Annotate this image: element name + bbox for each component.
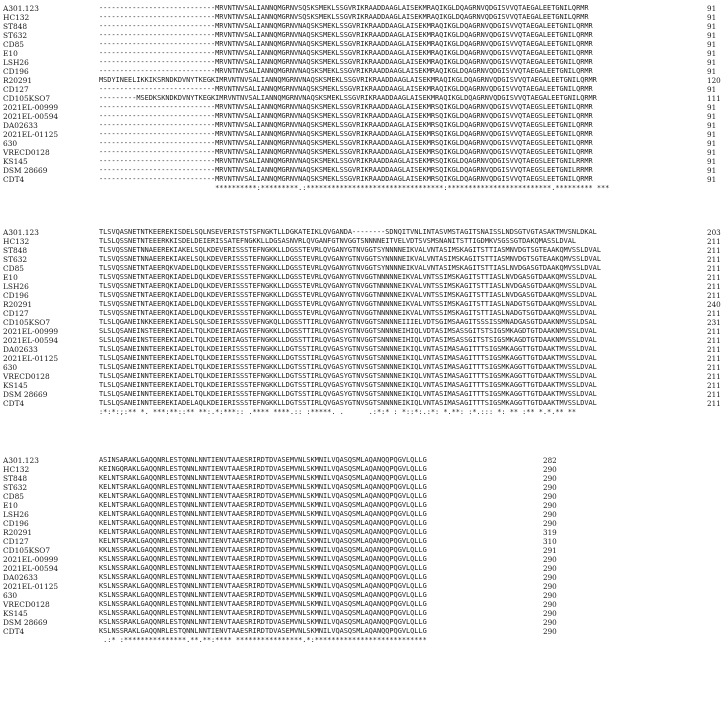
residue-position: 231 [707, 318, 721, 327]
alignment-row [3, 363, 725, 372]
alignment-row [3, 40, 725, 49]
residue-position: 282 [543, 456, 557, 465]
residue-position: 91 [707, 166, 717, 175]
sequence-residues: KELNTSRAKLGAQQNRLESTQNNLNNTIENVTAAESRIRDTDVASEMVNLSKMNILVQASQSMLAQANQQPQGVLQLLG [99, 492, 427, 500]
sequence-name: LSH26 [3, 58, 29, 67]
sequence-name: A301.123 [3, 4, 39, 13]
sequence-name: CD127 [3, 85, 29, 94]
sequence-name: CD196 [3, 519, 29, 528]
residue-position: 310 [543, 537, 557, 546]
sequence-name: CD85 [3, 264, 24, 273]
sequence-residues: KSLNSSRAKLGAQQNRLESTQNNLNNTIENVTAAESRIRDTDVASEMVNLSKMNILVQASQSMLAQANQQPQGVLQLLG [99, 555, 427, 563]
alignment-row [3, 76, 725, 85]
residue-position: 120 [707, 76, 721, 85]
sequence-name: CD105KSO7 [3, 546, 51, 555]
sequence-name: R20291 [3, 300, 33, 309]
sequence-name: VRECD0128 [3, 148, 50, 157]
residue-position: 290 [543, 600, 557, 609]
sequence-name: CD85 [3, 492, 24, 501]
consensus-symbols: .:* :***************.**.**:**** ****************.*:*************************** [99, 636, 427, 644]
residue-position: 211 [707, 399, 721, 408]
residue-position: 203 [707, 228, 721, 237]
sequence-name: 2021EL-00999 [3, 103, 59, 112]
alignment-row [3, 264, 725, 273]
residue-position: 211 [707, 390, 721, 399]
sequence-residues: KELNTSRAKLGAQQNRLESTQNNLNNTIENVTAAESRIRDTDVASEMVNLSKMNILVQASQSMLAQANQQPQGVLQLLG [99, 537, 427, 545]
residue-position: 211 [707, 246, 721, 255]
residue-position: 91 [707, 130, 717, 139]
sequence-residues: TLSVQSSNETNTAEERQKIADELDQLKDEVERISSSTEFNGKKLLDGSSTEVRLQVGANYGTNVGGTNNNNNEIKVALVNTSSIMSKAGITSTTIASLNVDGASGTDAAKQMVSSLDVAL [99, 273, 597, 281]
sequence-residues: ----------------------------MRVNTNVSALIANNQMGRNVNAQSKSMEKLSSGVRIKRAADDAAGLAISEKMRAQIKGLDQAGRNVQDGISVVQTAEGALEETGNILQRMR [99, 31, 593, 39]
residue-position: 211 [707, 354, 721, 363]
alignment-row [3, 501, 725, 510]
residue-position: 290 [543, 510, 557, 519]
sequence-residues: KSLNSSRAKLGAQQNRLESTQNNLNNTIENVTAAESRIRDTDVASEMVNLSKMNILVQASQSMLAQANQQPQGVLQLLG [99, 618, 427, 626]
residue-position: 211 [707, 282, 721, 291]
residue-position: 211 [707, 336, 721, 345]
residue-position: 211 [707, 237, 721, 246]
residue-position: 91 [707, 103, 717, 112]
sequence-residues: KEINGQRAKLGAQQNRLESTQNNLNNTIENVTAAESRIRDTDVASEMVNLSKMNILVQASQSMLAQANQQPQGVLQLLG [99, 465, 427, 473]
sequence-residues: ----------------------------MRVNTNVSALIANNQMGRNVNAQSKSMEKLSSGVRIKRAADDAAGLAISEKMRSQIKGLDQAGRNVQDGISVVQTAEGSLEETGNILQRMR [99, 112, 593, 120]
sequence-residues: TLSLQSANEINNTEEREKIADELTQLKDEIERISSSTEFNGKKLLDGTSSTIRLQVGASYGTNVSGTSNNNNEIKIQLVNTASIMASAGITTTSIGSMKAGGTTGTDAAKTMVSSLDVAL [99, 354, 597, 362]
sequence-name: KS145 [3, 381, 28, 390]
residue-position: 211 [707, 264, 721, 273]
residue-position: 211 [707, 381, 721, 390]
alignment-row [3, 121, 725, 130]
sequence-name: 2021EL-01125 [3, 130, 59, 139]
sequence-name: DSM 28669 [3, 166, 48, 175]
alignment-row [3, 591, 725, 600]
alignment-row [3, 175, 725, 184]
sequence-residues: TLSLQSSNETNTEEERKKISDELDEIERISSATEFNGKKLLDGSASNVRLQVGANFGTNVGGTSNNNNEITVELVDTSVSMSNANITSTTIGDMKVSGSSGTDAKQMASSLDVAL [99, 237, 577, 245]
residue-position: 211 [707, 345, 721, 354]
residue-position: 290 [543, 555, 557, 564]
alignment-row [3, 237, 725, 246]
sequence-residues: KELNTSRAKLGAQQNRLESTQNNLNNTIENVTAAESRIRDTDVASEMVNLSKMNILVQASQSMLAQANQQPQGVLQLLG [99, 510, 427, 518]
alignment-row [3, 510, 725, 519]
sequence-residues: ----------------------------MRVNTNVSALIANNQMGRNVSQSKSMEKLSSGVRIKRAADDAAGLAISEKMRAQIKGLDQAGRNVQDGISVVQTAEGALEETGNILQRMR [99, 4, 589, 12]
sequence-residues: KSLNSSRAKLGAQQNRLESTQNNLNNTIENVTAAESRIRDTDVASEMVNLSKMNILVQASQSMLAQANQQPQGVLQLLG [99, 591, 427, 599]
sequence-residues: ----------------------------MRVNTNVSALIANNQMGRNVNAQSKSMEKLSSGVRIKRAADDAAGLAISEKMRAQIKGLDQAGRNVQDGISVVQTAEGALEETGNILQRMR [99, 85, 593, 93]
alignment-row [3, 166, 725, 175]
residue-position: 91 [707, 157, 717, 166]
sequence-residues: ----------------------------MRVNTNVSALIANNQMGRNVNAQSKSMEKLSSGVRIKRAADDAAGLAISEKMRAQIKGLDQAGRNVQDGISVVQTAEGALEETGNILQRMR [99, 49, 593, 57]
residue-position: 290 [543, 618, 557, 627]
alignment-row [3, 49, 725, 58]
alignment-row [3, 22, 725, 31]
sequence-name: HC132 [3, 13, 30, 22]
sequence-name: ST632 [3, 255, 28, 264]
sequence-name: 2021EL-00594 [3, 112, 59, 121]
residue-position: 211 [707, 309, 721, 318]
sequence-residues: KELNTSRAKLGAQQNRLESTQNNLNNTIENVTAAESRIRDTDVASEMVNLSKMNILVQASQSMLAQANQQPQGVLQLLG [99, 501, 427, 509]
sequence-residues: TLSLQSANEINNTEEREKIADELTQLKDEIERISSSTEFNGKKLLDGTSSTIRLQVGASYGTNVSGTSNNNNEIKIQLVNTASIMASAGITTTSIGSMKAGGTTGTDAAKTMVSSLDVAL [99, 390, 597, 398]
sequence-name: ST632 [3, 483, 28, 492]
consensus-row [3, 636, 725, 645]
residue-position: 290 [543, 474, 557, 483]
sequence-residues: ----------------------------MRVNTNVSALIANNQMGRNVNAQSKSMEKLSSGVRIKRAADDAAGLAISEKMRAQIKGLDQAGRNVQDGISVVQTAEGALEETGNILQRMR [99, 67, 593, 75]
sequence-name: CD196 [3, 291, 29, 300]
sequence-name: R20291 [3, 76, 33, 85]
alignment-row [3, 85, 725, 94]
sequence-residues: MSDYINEELIKKIKSRNDKDVNYTKEGKIMRVNTNVSALIANNQMGRNVNAQSKSMEKLSSGVRIKRAADDAAGLAISEKMRAQIKGLDQAGRNVQDGISVVQTAEGALEETGNILQRMR [99, 76, 597, 84]
residue-position: 211 [707, 273, 721, 282]
residue-position: 290 [543, 627, 557, 636]
sequence-residues: ----------------------------MRVNTNVSALIANNQMGRNVNAQSKSMEKLSSGVRIKRAADDAAGLAISEKMRAQIKGLDQAGRNVQDGISVVQTAEGALEETGNILQRMR [99, 22, 593, 30]
alignment-row [3, 345, 725, 354]
alignment-row [3, 456, 725, 465]
residue-position: 290 [543, 465, 557, 474]
residue-position: 91 [707, 4, 717, 13]
sequence-residues: ----------------------------MRVNTNVSALIANNQMGRNVNAQSKSMEKLSSGVRIKRAADDAAGLAISEKMRSQIKGLDQAGRNVQDGISVVQTAEGSLEETGNILQRMR [99, 130, 593, 138]
residue-position: 211 [707, 363, 721, 372]
consensus-row [3, 184, 725, 193]
alignment-row [3, 573, 725, 582]
sequence-residues: TLSVQSSNETNTAEERQKIADELDQLKDEVERISSSTEFNGKKLLDGSSTEVRLQVGANYGTNVGGTNNNNNEIKVALVNTSSIMSKAGITSTTIASLNVDGASGTDAAKQMVSSLDVAL [99, 291, 597, 299]
alignment-row [3, 291, 725, 300]
sequence-name: E10 [3, 501, 18, 510]
residue-position: 91 [707, 31, 717, 40]
sequence-residues: KELNTSRAKLGAQQNRLESTQNNLNNTIENVTAAESRIRDTDVASEMVNLSKMNILVQASQSMLAQANQQPQGVLQLLG [99, 519, 427, 527]
alignment-row [3, 228, 725, 237]
alignment-row [3, 483, 725, 492]
alignment-row [3, 390, 725, 399]
sequence-name: VRECD0128 [3, 372, 50, 381]
sequence-name: E10 [3, 273, 18, 282]
alignment-block-1 [3, 4, 725, 193]
alignment-row [3, 148, 725, 157]
sequence-name: ST848 [3, 474, 28, 483]
residue-position: 91 [707, 40, 717, 49]
sequence-name: CD85 [3, 40, 24, 49]
residue-position: 91 [707, 58, 717, 67]
consensus-symbols: **********:*********.:*********************************:*************************.********* *** [99, 184, 610, 192]
alignment-row [3, 103, 725, 112]
sequence-name: LSH26 [3, 510, 29, 519]
sequence-residues: ----------------------------MRVNTNVSALIANNQMGRNVNAQSKSMEKLSSGVRIKRAADDAAGLAISEKMRSQIKGLDQAGRNVQDGISVVQTAEGSLEETGNILQRMR [99, 103, 593, 111]
sequence-residues: SLSLQSANEINSTEEREKIADELTQLKDEIERIAGSTEFNGKKLLDGSSTTIRLQVGASYGTNVGGTSNNNNEIHIQLVDTASIMSASSGITSTSIGSMKAGDTGTDAAKNMVSSLDVAL [99, 327, 597, 335]
sequence-name: CDT4 [3, 399, 25, 408]
sequence-name: 630 [3, 591, 18, 600]
sequence-name: ST848 [3, 246, 28, 255]
sequence-residues: SLSLQSANEINSTEEREKIADELTQLKDEIERIAGSTEFNGKKLLDGSSTTIRLQVGASYGTNVGGTSNNNNEIHIQLVDTASIMSASSGITSTSIGSMKAGDTGTDAAKNMVSSLDVAL [99, 336, 597, 344]
residue-position: 111 [707, 94, 721, 103]
alignment-row [3, 112, 725, 121]
residue-position: 290 [543, 582, 557, 591]
alignment-row [3, 273, 725, 282]
sequence-residues: ----------------------------MRVNTNVSALIANNQMGRNVNAQSKSMEKLSSGVRIKRAADDAAGLAISEKMRSQIKGLDQAGRNVQDGISVVQTAEGSLEETGNILQRMR [99, 175, 593, 183]
sequence-name: DA02633 [3, 573, 38, 582]
sequence-residues: TLSVQSSNETNNAEEREKIAKELSQLKDEVERISSSTEFNGKKLLDGSSTEVRLQVGANYGTNVGGTSYNNNNEIKVALVNTASIMSKAGITSTTIASMNVDGTSGTEAAKQMVSSLDVAL [99, 246, 601, 254]
sequence-residues: TLSLQSANEINNTEEREKIADELTQLKDEIERISSSTEFNGKKLLDGTSSTIRLQVGASYGTNVSGTSNNNNEIKIQLVNTASIMASAGITTTSIGSMKAGGTTGTDAAKTMVSSLDVAL [99, 363, 597, 371]
sequence-residues: TLSVQSSNETNTAEERQKIADELDQLKDEVERISSSTEFNGKKLLDGSSTEVRLQVGANYGTNVGGTNNNNNEIKVALVNTSSIMSKAGITSTTIASLNADGTSGTDAAKQMVSSLDVAL [99, 300, 597, 308]
sequence-residues: KKLNSSRAKLGAQQNRLESTQNNLNNTIENVTAAESRIRDTDVASEMVNLSKMNILVQASQSMLAQANQQPQGVLQLLG [99, 546, 427, 554]
sequence-residues: ----------------------------MRVNTNVSALIANNQMGRNVSQSKSMEKLSSGVRIKRAADDAAGLAISEKMRAQIKGLDQAGRNVQDGISVVQTAEGALEETGNILQRMR [99, 13, 589, 21]
sequence-residues: KELNTSRAKLGAQQNRLESTQNNLNNTIENVTAAESRIRDTDVASEMVNLSKMNILVQASQSMLAQANQQPQGVLQLLG [99, 483, 427, 491]
residue-position: 91 [707, 67, 717, 76]
alignment-row [3, 618, 725, 627]
sequence-residues: KSLNSSRAKLGAQQNRLESTQNNLNNTIENVTAAESRIRDTDVASEMVNLSKMNILVQASQSMLAQANQQPQGVLQLLG [99, 609, 427, 617]
alignment-row [3, 139, 725, 148]
alignment-row [3, 246, 725, 255]
sequence-residues: TLSVQSSNETNTAEERQKIADELDQLKDEVERISSSTEFNGKKLLDGSSTEVRLQVGANYGTNVGGTNNNNNEIKVALVNTSSIMSKAGITSTTIASLNADGTSGTDAAKQMVSSLDVAL [99, 309, 597, 317]
residue-position: 91 [707, 112, 717, 121]
sequence-residues: KELNTSRAKLGAQQNRLESTQNNLNNTIENVTAAESRIRDTDVASEMVNLSKMNILVQASQSMLAQANQQPQGVLQLLG [99, 474, 427, 482]
sequence-name: A301.123 [3, 228, 39, 237]
alignment-row [3, 300, 725, 309]
sequence-residues: TLSLQGANEINKKEEREKIADELSQLSDEIERISSSVEFNGKQLLDGSSTTIRLQVGANYGTNVGGTSNNNNEIIIELVDTSGIMSAAGITSSSISSMNADGASGTDAAKNMVSSLDSAL [99, 318, 597, 326]
sequence-residues: ----------------------------MRVNTNVSALIANNQMGRNVNAQSKSMEKLSSGVRIKRAADDAAGLAISEKMRAQIKGLDQAGRNVQDGISVVQTAEGALEETGNILQRMR [99, 58, 593, 66]
sequence-residues: TLSVQSSNETNTAEERQKVADELDQLKDEVERISSSTEFNGKKLLDGSSTEVRLQVGANYGTNVGGTSYNNNNEIKVALVNTASIMSKAGITSTTIASLNVDGASGTDAAKQMVSSLDVAL [99, 264, 601, 272]
consensus-row [3, 408, 725, 417]
residue-position: 211 [707, 372, 721, 381]
alignment-row [3, 582, 725, 591]
sequence-residues: KELNTSRAKLGAQQNRLESTQNNLNNTIENVTAAESRIRDTDVASEMVNLSKMNILVQASQSMLAQANQQPQGVLQLLG [99, 528, 427, 536]
residue-position: 91 [707, 22, 717, 31]
alignment-row [3, 354, 725, 363]
sequence-name: KS145 [3, 609, 28, 618]
sequence-name: E10 [3, 49, 18, 58]
residue-position: 91 [707, 85, 717, 94]
alignment-row [3, 564, 725, 573]
residue-position: 290 [543, 483, 557, 492]
residue-position: 290 [543, 501, 557, 510]
sequence-residues: KSLNSSRAKLGAQQNRLESTQNNLNNTIENVTAAESRIRDTDVASEMVNLSKMNILVQASQSMLAQANQQPQGVLQLLG [99, 627, 427, 635]
sequence-alignment [3, 4, 725, 645]
sequence-name: CD196 [3, 67, 29, 76]
alignment-row [3, 537, 725, 546]
alignment-row [3, 519, 725, 528]
alignment-row [3, 130, 725, 139]
sequence-name: 2021EL-01125 [3, 354, 59, 363]
residue-position: 211 [707, 291, 721, 300]
residue-position: 91 [707, 139, 717, 148]
alignment-row [3, 465, 725, 474]
residue-position: 91 [707, 175, 717, 184]
sequence-name: CD127 [3, 309, 29, 318]
residue-position: 91 [707, 13, 717, 22]
alignment-row [3, 13, 725, 22]
sequence-name: 630 [3, 363, 18, 372]
alignment-row [3, 309, 725, 318]
alignment-row [3, 282, 725, 291]
sequence-name: HC132 [3, 465, 30, 474]
alignment-row [3, 67, 725, 76]
sequence-name: 2021EL-01125 [3, 582, 59, 591]
alignment-row [3, 381, 725, 390]
alignment-block-2 [3, 228, 725, 417]
alignment-row [3, 31, 725, 40]
sequence-residues: TLSLQSANEINNTEEREKIADELAQLKDEIERISSSTEFNGKKLLDGTSSTIRLQVGASYGTNVSGTSNNNNEIKIQLVNTASIMASAGITTTSIGSMKAGGTTGTDAAKTMVSSLDVAL [99, 399, 597, 407]
sequence-name: 2021EL-00999 [3, 327, 59, 336]
alignment-row [3, 474, 725, 483]
alignment-row [3, 327, 725, 336]
sequence-residues: KSLNSSRAKLGAQQNRLESTQNNLNNTIENVTAAESRIRDTDVASEMVNLSKMNILVQASQSMLAQANQQPQGVLQLLG [99, 582, 427, 590]
sequence-name: CD105KSO7 [3, 318, 51, 327]
sequence-residues: KSLNSSRAKLGAQQNRLESTQNNLNNTIENVTAAESRIRDTDVASEMVNLSKMNILVQASQSMLAQANQQPQGVLQLLG [99, 564, 427, 572]
sequence-name: 630 [3, 139, 18, 148]
sequence-residues: TLSVQSSNETNNAEEREKIAKELSQLKDEVERISSSTEFNGKKLLDGSSTEVRLQVGANYGTNVGGTSYNNNNEIKVALVNTASIMSKAGITSTTIASMNVDGTSGTEAAKQMVSSLDVAL [99, 255, 601, 263]
sequence-name: KS145 [3, 157, 28, 166]
alignment-row [3, 336, 725, 345]
residue-position: 290 [543, 609, 557, 618]
sequence-name: CD105KSO7 [3, 94, 51, 103]
sequence-residues: ASINSARAKLGAQQNRLESTQNNLNNTIENVTAAESRIRDTDVASEMVNLSKMNILVQASQSMLAQANQQPQGVLQLLG [99, 456, 427, 464]
sequence-name: LSH26 [3, 282, 29, 291]
sequence-residues: TLSLQSANEINNTEEREKIADELTQLKDEIERISSSTEFNGKKLLDGTSSTIRLQVGASYGTNVSGTSNNNNEIKIQLVNTASIMASAGITTTSIGSMKAGGTTGTDAAKTMVSSLDVAL [99, 381, 597, 389]
sequence-name: CDT4 [3, 627, 25, 636]
residue-position: 290 [543, 591, 557, 600]
sequence-name: VRECD0128 [3, 600, 50, 609]
residue-position: 91 [707, 148, 717, 157]
alignment-row [3, 372, 725, 381]
residue-position: 211 [707, 255, 721, 264]
sequence-residues: KSLNSSRAKLGAQQNRLESTQNNLNNTIENVTAAESRIRDTDVASEMVNLSKMNILVQASQSMLAQANQQPQGVLQLLG [99, 600, 427, 608]
alignment-row [3, 546, 725, 555]
alignment-row [3, 555, 725, 564]
residue-position: 290 [543, 564, 557, 573]
alignment-row [3, 528, 725, 537]
alignment-row [3, 318, 725, 327]
alignment-row [3, 157, 725, 166]
sequence-name: 2021EL-00594 [3, 336, 59, 345]
sequence-residues: TLSVQSSNETNTAEERQKIADELDQLKDEVERISSSTEFNGKKLLDGSSTEVRLQVGANYGTNVGGTNNNNNEIKVALVNTSSIMSKAGITSTTIASLNVDGASGTDAAKQMVSSLDVAL [99, 282, 597, 290]
sequence-name: DSM 28669 [3, 618, 48, 627]
sequence-name: DA02633 [3, 121, 38, 130]
sequence-residues: TLSLQSANEINNTEEREKIADELTQLKDEIERISSSTEFNGKKLLDGTSSTIRLQVGASYGTNVSGTSNNNNEIKIQLVNTASIMASAGITTTSIGSMKAGGTTGTDAAKTMVSSLDVAL [99, 345, 597, 353]
residue-position: 290 [543, 519, 557, 528]
sequence-residues: ----------------------------MRVNTNVSALIANNQMGRNVNAQSKSMEKLSSGVRIKRAADDAAGLAISEKMRSQIKGLDQAGRNVQDGISVVQTAEGSLEETGNILQRMR [99, 121, 593, 129]
alignment-row [3, 399, 725, 408]
sequence-name: DSM 28669 [3, 390, 48, 399]
alignment-row [3, 627, 725, 636]
alignment-row [3, 58, 725, 67]
sequence-name: HC132 [3, 237, 30, 246]
alignment-block-3 [3, 456, 725, 645]
sequence-name: 2021EL-00594 [3, 564, 59, 573]
sequence-residues: KSLNSSRAKLGAQQNRLESTQNNLNNTIENVTAAESRIRDTDVASEMVNLSKMNILVQASQSMLAQANQQPQGVLQLLG [99, 573, 427, 581]
residue-position: 211 [707, 327, 721, 336]
sequence-name: 2021EL-00999 [3, 555, 59, 564]
alignment-row [3, 492, 725, 501]
sequence-name: ST632 [3, 31, 28, 40]
sequence-name: ST848 [3, 22, 28, 31]
sequence-residues: ----------------------------MRVNTNVSALIANNQMGRNVNAQSKSMEKLSSGVRIKRAADDAAGLAISEKMRSQIKGLDQAGRNVQDGISVVQTAEGSLEETGNILRRMR [99, 157, 593, 165]
residue-position: 91 [707, 49, 717, 58]
residue-position: 291 [543, 546, 557, 555]
sequence-residues: ----------------------------MRVNTNVSALIANNQMGRNVNAQSKSMEKLSSGVRIKRAADDAAGLAISEKMRSQIKGLDQAGRNVQDGISVVQTAEGSLEETGNILQRMR [99, 139, 593, 147]
sequence-residues: TLSLQSANEINNTEEREKIADELTQLKDEIERISSSTEFNGKKLLDGTSSTIRLQVGASYGTNVSGTSNNNNEIKIQLVNTASIMASAGITTTSIGSMKAGGTTGTDAAKTMVSSLDVAL [99, 372, 597, 380]
residue-position: 91 [707, 121, 717, 130]
sequence-name: CDT4 [3, 175, 25, 184]
sequence-residues: ----------------------------MRVNTNVSALIANNQMGRNVNAQSKSMEKLSSGVRIKRAADDAAGLAISEKMRSQIKGLDQAGRNVQDGISVVQTAEGSLEETGNILRRMR [99, 166, 593, 174]
alignment-row [3, 609, 725, 618]
sequence-residues: ----------------------------MRVNTNVSALIANNQMGRNVNAQSKSMEKLSSGVRIKRAADDAAGLAISEKMRAQIKGLDQAGRNVQDGISVVQTAEGALEETGNILQRMR [99, 40, 593, 48]
sequence-name: DA02633 [3, 345, 38, 354]
residue-position: 319 [543, 528, 557, 537]
alignment-row [3, 600, 725, 609]
alignment-row [3, 94, 725, 103]
sequence-residues: ----------------------------MRVNTNVSALIANNQMGRNVNAQSKSMEKLSSGVRIKRAADDAAGLAISEKMRSQIKGLDQAGRNVQDGISVVQTAEGSLEETGNILQRMR [99, 148, 593, 156]
residue-position: 290 [543, 492, 557, 501]
sequence-name: CD127 [3, 537, 29, 546]
sequence-residues: ---------MSEDKSKNDKDVNYTKEGKIMRVNTNVSALIANNQMGRNVNAQSKSMEKLSSGVRIKRAADDAAGLAISEKMRAQIKGLDQAGRNVQDGISVVQTAEGALEETGNILQRMR [99, 94, 597, 102]
consensus-symbols: :*:*:;:** *. ***:**::** **:.*:***:: .**** ****.:: :*****. . .:*:* : *::*:.:*: *.**: :*.::: *: ** :** *.*.** ** [99, 408, 577, 416]
sequence-name: A301.123 [3, 456, 39, 465]
sequence-name: R20291 [3, 528, 33, 537]
residue-position: 240 [707, 300, 721, 309]
alignment-row [3, 255, 725, 264]
alignment-row [3, 4, 725, 13]
residue-position: 290 [543, 573, 557, 582]
sequence-residues: TLSVQASNETNTKEEREKISDELSQLNSEVERISTSTSFNGKTLLDGKATEIKLQVGANDA--------SDNQITVNLINTASVMSTAGITSNAISSLNDSGTVGTASAKTMVSNLDKAL [99, 228, 597, 236]
